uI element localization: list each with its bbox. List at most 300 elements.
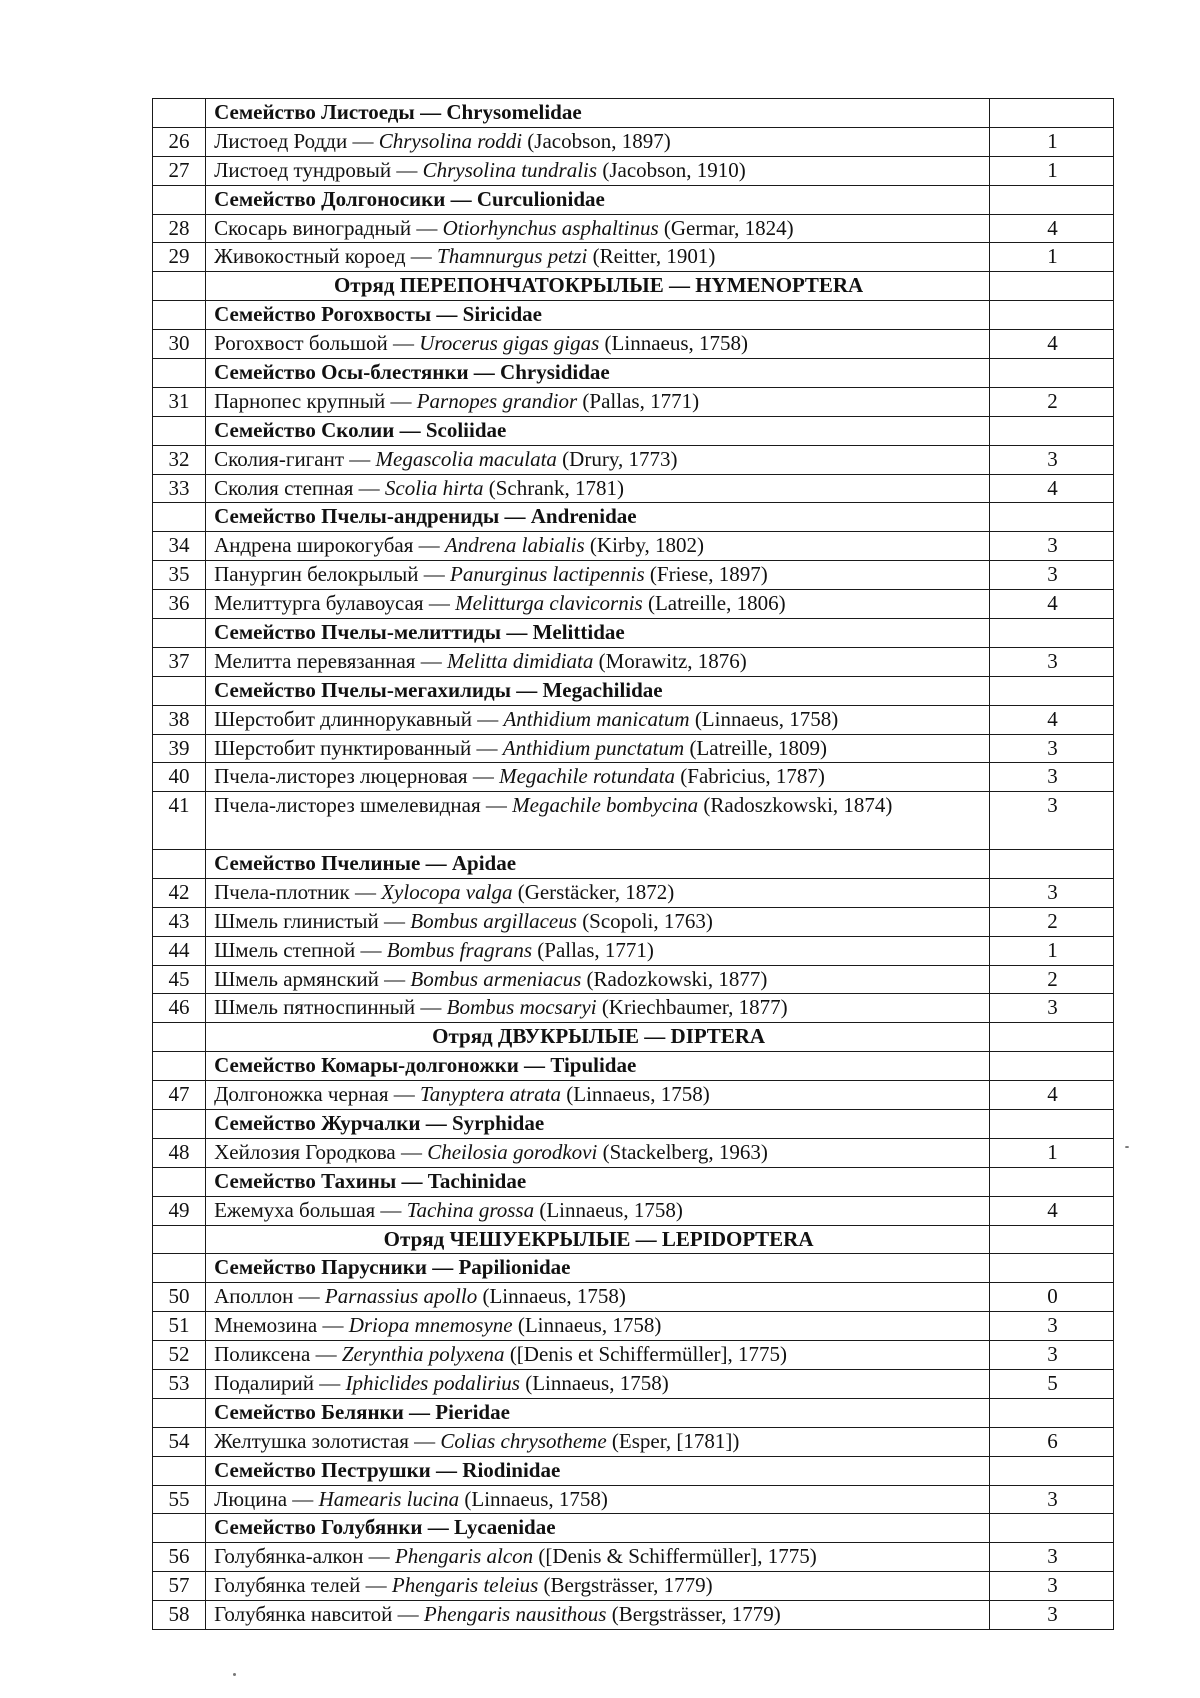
russian-name: Семейство Пеструшки — bbox=[214, 1457, 463, 1482]
rarity-category-cell: 5 bbox=[990, 1370, 1114, 1399]
species-name-cell bbox=[206, 994, 990, 1023]
family-heading-row bbox=[153, 1109, 1114, 1138]
russian-name: Семейство Комары-долгоножки — bbox=[214, 1053, 551, 1078]
species-name-cell bbox=[206, 734, 990, 763]
species-name-cell bbox=[206, 214, 990, 243]
russian-name: Шмель армянский — bbox=[214, 966, 411, 991]
russian-name: Поликсена — bbox=[214, 1342, 342, 1367]
row-number-cell: 44 bbox=[153, 936, 206, 965]
row-number-cell: 28 bbox=[153, 214, 206, 243]
author-citation: (Stackelberg, 1963) bbox=[597, 1139, 768, 1164]
heading-name-cell bbox=[206, 99, 990, 128]
row-number-cell bbox=[153, 1514, 206, 1543]
russian-name: Семейство Осы-блестянки — bbox=[214, 360, 501, 385]
latin-name: Chrysomelidae bbox=[446, 100, 582, 124]
latin-name: Melitta dimidiata bbox=[446, 648, 594, 673]
heading-name-cell bbox=[206, 416, 990, 445]
russian-name: Пчела-листорез люцерновая — bbox=[214, 764, 500, 789]
latin-name: Hamearis lucina bbox=[318, 1486, 460, 1511]
species-name-cell bbox=[206, 1081, 990, 1110]
heading-name-cell bbox=[206, 1109, 990, 1138]
author-citation: (Linnaeus, 1758) bbox=[599, 331, 749, 356]
latin-name: Thamnurgus petzi bbox=[437, 244, 588, 269]
species-name-cell bbox=[206, 705, 990, 734]
russian-name: Люцина — bbox=[214, 1486, 319, 1511]
row-number-cell: 32 bbox=[153, 445, 206, 474]
row-number-cell: 58 bbox=[153, 1601, 206, 1630]
heading-name-cell bbox=[206, 359, 990, 388]
latin-name: Curculionidae bbox=[476, 186, 605, 211]
rarity-category-cell bbox=[990, 1023, 1114, 1052]
row-number-cell: 57 bbox=[153, 1572, 206, 1601]
species-name-cell bbox=[206, 243, 990, 272]
author-citation: (Linnaeus, 1758) bbox=[519, 1371, 669, 1395]
rarity-category-cell: 3 bbox=[990, 734, 1114, 763]
row-number-cell: 40 bbox=[153, 763, 206, 792]
species-name-cell bbox=[206, 445, 990, 474]
species-row bbox=[153, 387, 1114, 416]
rarity-category-cell: 4 bbox=[990, 214, 1114, 243]
species-row bbox=[153, 1370, 1114, 1399]
latin-name: Apidae bbox=[451, 850, 517, 875]
order-heading-row bbox=[153, 272, 1114, 301]
family-heading-row bbox=[153, 1398, 1114, 1427]
heading-name-cell bbox=[206, 301, 990, 330]
rarity-category-cell: 3 bbox=[990, 1572, 1114, 1601]
russian-name: Панургин белокрылый — bbox=[214, 562, 451, 587]
row-number-cell: 30 bbox=[153, 330, 206, 359]
author-citation: (Germar, 1824) bbox=[658, 215, 794, 240]
latin-name: Otiorhynchus asphaltinus bbox=[442, 215, 659, 240]
species-row bbox=[153, 994, 1114, 1023]
rarity-category-cell bbox=[990, 676, 1114, 705]
species-name-cell bbox=[206, 561, 990, 590]
russian-name: Семейство Белянки — bbox=[214, 1399, 436, 1424]
latin-name: Melitturga clavicornis bbox=[455, 591, 643, 616]
heading-name-cell bbox=[206, 619, 990, 648]
row-number-cell bbox=[153, 503, 206, 532]
heading-name-cell bbox=[206, 1398, 990, 1427]
rarity-category-cell: 4 bbox=[990, 474, 1114, 503]
russian-name: Шмель глинистый — bbox=[214, 908, 411, 933]
author-citation: (Bergsträsser, 1779) bbox=[606, 1602, 781, 1627]
species-row bbox=[153, 705, 1114, 734]
russian-name: Скосарь виноградный — bbox=[214, 215, 443, 240]
russian-name: Пчела-листорез шмелевидная — bbox=[214, 793, 513, 818]
species-name-cell bbox=[206, 387, 990, 416]
species-row bbox=[153, 1543, 1114, 1572]
species-name-cell bbox=[206, 763, 990, 792]
russian-name: Семейство Пчелиные — bbox=[214, 850, 452, 875]
row-number-cell bbox=[153, 1225, 206, 1254]
russian-name: Семейство Журчалки — bbox=[214, 1110, 452, 1135]
row-number-cell bbox=[153, 1052, 206, 1081]
russian-name: Голубянка телей — bbox=[214, 1573, 392, 1598]
species-row bbox=[153, 1601, 1114, 1630]
author-citation: (Pallas, 1771) bbox=[577, 388, 700, 413]
russian-name: Шерстобит длиннорукавный — bbox=[214, 706, 504, 731]
russian-name: Долгоножка черная — bbox=[214, 1082, 420, 1107]
russian-name: Шмель степной — bbox=[214, 937, 387, 962]
species-name-cell bbox=[206, 907, 990, 936]
species-row bbox=[153, 792, 1114, 850]
row-number-cell bbox=[153, 619, 206, 648]
rarity-category-cell bbox=[990, 849, 1114, 878]
author-citation: (Friese, 1897) bbox=[644, 562, 768, 587]
family-heading-row bbox=[153, 416, 1114, 445]
rarity-category-cell: 3 bbox=[990, 878, 1114, 907]
latin-name: Bombus argillaceus bbox=[410, 908, 577, 933]
latin-name: Papilionidae bbox=[458, 1255, 571, 1280]
species-name-cell bbox=[206, 1283, 990, 1312]
species-row bbox=[153, 127, 1114, 156]
rarity-category-cell bbox=[990, 99, 1114, 128]
row-number-cell: 53 bbox=[153, 1370, 206, 1399]
row-number-cell bbox=[153, 676, 206, 705]
author-citation: ([Denis & Schiffermüller], 1775) bbox=[533, 1544, 817, 1569]
rarity-category-cell: 4 bbox=[990, 705, 1114, 734]
latin-name: Bombus mocsaryi bbox=[446, 995, 597, 1020]
rarity-category-cell: 2 bbox=[990, 965, 1114, 994]
row-number-cell: 29 bbox=[153, 243, 206, 272]
species-name-cell bbox=[206, 792, 990, 850]
author-citation: (Linnaeus, 1758) bbox=[512, 1313, 662, 1338]
latin-name: Zerynthia polyxena bbox=[341, 1342, 505, 1367]
russian-name: Ежемуха большая — bbox=[214, 1197, 407, 1222]
latin-name: Parnassius apollo bbox=[324, 1284, 478, 1309]
row-number-cell bbox=[153, 272, 206, 301]
row-number-cell: 42 bbox=[153, 878, 206, 907]
species-row bbox=[153, 561, 1114, 590]
species-name-cell bbox=[206, 590, 990, 619]
russian-name: Аполлон — bbox=[214, 1284, 325, 1309]
rarity-category-cell: 3 bbox=[990, 1341, 1114, 1370]
row-number-cell: 35 bbox=[153, 561, 206, 590]
scan-speck bbox=[233, 1673, 236, 1676]
species-name-cell bbox=[206, 1196, 990, 1225]
russian-name: Подалирий — bbox=[214, 1371, 346, 1395]
author-citation: (Kirby, 1802) bbox=[584, 533, 705, 558]
heading-name-cell bbox=[206, 1225, 990, 1254]
species-row bbox=[153, 243, 1114, 272]
family-heading-row bbox=[153, 359, 1114, 388]
row-number-cell bbox=[153, 1456, 206, 1485]
rarity-category-cell: 3 bbox=[990, 792, 1114, 850]
russian-name: Мелиттурга булавоусая — bbox=[214, 591, 456, 616]
family-heading-row bbox=[153, 1456, 1114, 1485]
russian-name: Мелитта перевязанная — bbox=[214, 648, 447, 673]
species-row bbox=[153, 474, 1114, 503]
latin-name: Panurginus lactipennis bbox=[450, 562, 645, 587]
family-heading-row bbox=[153, 849, 1114, 878]
row-number-cell: 47 bbox=[153, 1081, 206, 1110]
russian-name: Отряд ДВУКРЫЛЫЕ — bbox=[432, 1024, 671, 1049]
row-number-cell bbox=[153, 1023, 206, 1052]
species-name-cell bbox=[206, 1312, 990, 1341]
rarity-category-cell: 3 bbox=[990, 561, 1114, 590]
latin-name: Tachinidae bbox=[427, 1168, 527, 1193]
row-number-cell: 38 bbox=[153, 705, 206, 734]
rarity-category-cell bbox=[990, 416, 1114, 445]
row-number-cell: 49 bbox=[153, 1196, 206, 1225]
rarity-category-cell: 3 bbox=[990, 1312, 1114, 1341]
rarity-category-cell bbox=[990, 1167, 1114, 1196]
species-name-cell bbox=[206, 474, 990, 503]
russian-name: Семейство Пчелы-андрениды — bbox=[214, 504, 531, 529]
latin-name: Melittidae bbox=[532, 620, 625, 645]
latin-name: Tachina grossa bbox=[406, 1197, 535, 1222]
author-citation: ([Denis et Schiffermüller], 1775) bbox=[504, 1342, 788, 1367]
row-number-cell: 46 bbox=[153, 994, 206, 1023]
species-row bbox=[153, 1081, 1114, 1110]
rarity-category-cell bbox=[990, 1254, 1114, 1283]
russian-name: Желтушка золотистая — bbox=[214, 1428, 441, 1453]
rarity-category-cell bbox=[990, 359, 1114, 388]
latin-name: Driopa mnemosyne bbox=[348, 1313, 513, 1338]
species-name-cell bbox=[206, 1572, 990, 1601]
species-row bbox=[153, 1196, 1114, 1225]
rarity-category-cell: 3 bbox=[990, 532, 1114, 561]
row-number-cell: 34 bbox=[153, 532, 206, 561]
rarity-category-cell: 6 bbox=[990, 1427, 1114, 1456]
russian-name: Рогохвост большой — bbox=[214, 331, 420, 356]
row-number-cell bbox=[153, 185, 206, 214]
author-citation: (Bergsträsser, 1779) bbox=[538, 1573, 713, 1598]
latin-name: Riodinidae bbox=[462, 1457, 561, 1482]
latin-name: Bombus fragrans bbox=[386, 937, 533, 962]
author-citation: (Radoszkowski, 1874) bbox=[698, 793, 893, 818]
rarity-category-cell bbox=[990, 1514, 1114, 1543]
row-number-cell bbox=[153, 1109, 206, 1138]
russian-name: Голубянка навситой — bbox=[214, 1602, 424, 1627]
rarity-category-cell bbox=[990, 185, 1114, 214]
order-heading-row bbox=[153, 1225, 1114, 1254]
rarity-category-cell: 4 bbox=[990, 1081, 1114, 1110]
species-name-cell bbox=[206, 936, 990, 965]
species-name-cell bbox=[206, 127, 990, 156]
family-heading-row bbox=[153, 1052, 1114, 1081]
row-number-cell: 26 bbox=[153, 127, 206, 156]
russian-name: Листоед Родди — bbox=[214, 128, 379, 153]
latin-name: Urocerus gigas gigas bbox=[419, 331, 600, 356]
row-number-cell bbox=[153, 359, 206, 388]
family-heading-row bbox=[153, 503, 1114, 532]
latin-name: Phengaris nausithous bbox=[423, 1602, 607, 1627]
russian-name: Сколия степная — bbox=[214, 475, 385, 500]
latin-name: Scoliidae bbox=[425, 417, 507, 442]
rarity-category-cell: 3 bbox=[990, 1485, 1114, 1514]
latin-name: Andrenidae bbox=[530, 504, 637, 529]
species-name-cell bbox=[206, 1341, 990, 1370]
row-number-cell: 33 bbox=[153, 474, 206, 503]
russian-name: Семейство Тахины — bbox=[214, 1168, 428, 1193]
row-number-cell bbox=[153, 99, 206, 128]
rarity-category-cell: 3 bbox=[990, 1543, 1114, 1572]
row-number-cell: 37 bbox=[153, 647, 206, 676]
latin-name: Chrysolina tundralis bbox=[422, 157, 598, 182]
row-number-cell: 55 bbox=[153, 1485, 206, 1514]
author-citation: (Jacobson, 1897) bbox=[522, 128, 671, 153]
heading-name-cell bbox=[206, 1052, 990, 1081]
latin-name: Colias chrysotheme bbox=[440, 1428, 607, 1453]
scan-speck bbox=[1125, 1146, 1129, 1148]
rarity-category-cell bbox=[990, 1456, 1114, 1485]
species-name-cell bbox=[206, 1485, 990, 1514]
russian-name: Листоед тундровый — bbox=[214, 157, 423, 182]
species-row bbox=[153, 1283, 1114, 1312]
row-number-cell: 50 bbox=[153, 1283, 206, 1312]
author-citation: (Esper, [1781]) bbox=[606, 1428, 740, 1453]
family-heading-row bbox=[153, 619, 1114, 648]
rarity-category-cell: 3 bbox=[990, 647, 1114, 676]
rarity-category-cell: 1 bbox=[990, 156, 1114, 185]
latin-name: Parnopes grandior bbox=[416, 388, 578, 413]
row-number-cell: 27 bbox=[153, 156, 206, 185]
latin-name: Bombus armeniacus bbox=[410, 966, 582, 991]
russian-name: Сколия-гигант — bbox=[214, 446, 376, 471]
heading-name-cell bbox=[206, 1167, 990, 1196]
row-number-cell: 54 bbox=[153, 1427, 206, 1456]
row-number-cell: 41 bbox=[153, 792, 206, 850]
species-row bbox=[153, 647, 1114, 676]
species-name-cell bbox=[206, 878, 990, 907]
rarity-category-cell bbox=[990, 619, 1114, 648]
species-row bbox=[153, 1341, 1114, 1370]
row-number-cell bbox=[153, 1167, 206, 1196]
row-number-cell: 31 bbox=[153, 387, 206, 416]
heading-name-cell bbox=[206, 1023, 990, 1052]
rarity-category-cell: 1 bbox=[990, 243, 1114, 272]
rarity-category-cell bbox=[990, 1052, 1114, 1081]
author-citation: (Scopoli, 1763) bbox=[576, 908, 713, 933]
latin-name: Megascolia maculata bbox=[375, 446, 557, 471]
row-number-cell: 52 bbox=[153, 1341, 206, 1370]
rarity-category-cell: 3 bbox=[990, 994, 1114, 1023]
russian-name: Мнемозина — bbox=[214, 1313, 349, 1338]
rarity-category-cell: 4 bbox=[990, 330, 1114, 359]
rarity-category-cell: 4 bbox=[990, 1196, 1114, 1225]
latin-name: Andrena labialis bbox=[444, 533, 585, 558]
heading-name-cell bbox=[206, 1514, 990, 1543]
latin-name: Anthidium manicatum bbox=[503, 706, 690, 731]
species-name-cell bbox=[206, 1138, 990, 1167]
russian-name: Семейство Пчелы-мелиттиды — bbox=[214, 620, 533, 645]
author-citation: (Linnaeus, 1758) bbox=[477, 1284, 626, 1309]
latin-name: HYMENOPTERA bbox=[695, 273, 864, 298]
species-row bbox=[153, 936, 1114, 965]
russian-name: Живокостный короед — bbox=[214, 244, 438, 269]
author-citation: (Linnaeus, 1758) bbox=[534, 1197, 683, 1222]
author-citation: (Schrank, 1781) bbox=[483, 475, 625, 500]
rarity-category-cell: 3 bbox=[990, 1601, 1114, 1630]
heading-name-cell bbox=[206, 185, 990, 214]
author-citation: (Latreille, 1809) bbox=[684, 735, 828, 760]
russian-name: Шмель пятноспинный — bbox=[214, 995, 447, 1020]
author-citation: (Morawitz, 1876) bbox=[593, 648, 747, 673]
latin-name: Megachile rotundata bbox=[499, 764, 676, 789]
latin-name: Tanyptera atrata bbox=[420, 1082, 561, 1107]
latin-name: Chrysididae bbox=[500, 360, 610, 385]
species-row bbox=[153, 1312, 1114, 1341]
rarity-category-cell bbox=[990, 301, 1114, 330]
row-number-cell: 51 bbox=[153, 1312, 206, 1341]
latin-name: Phengaris alcon bbox=[394, 1544, 534, 1569]
heading-name-cell bbox=[206, 1456, 990, 1485]
family-heading-row bbox=[153, 676, 1114, 705]
author-citation: (Linnaeus, 1758) bbox=[459, 1486, 608, 1511]
family-heading-row bbox=[153, 1254, 1114, 1283]
species-row bbox=[153, 763, 1114, 792]
latin-name: Phengaris teleius bbox=[391, 1573, 539, 1598]
author-citation: (Kriechbaumer, 1877) bbox=[596, 995, 788, 1020]
species-table-body bbox=[153, 99, 1114, 1630]
species-name-cell bbox=[206, 1427, 990, 1456]
russian-name: Семейство Парусники — bbox=[214, 1255, 459, 1280]
species-row bbox=[153, 734, 1114, 763]
species-name-cell bbox=[206, 647, 990, 676]
heading-name-cell bbox=[206, 272, 990, 301]
row-number-cell: 56 bbox=[153, 1543, 206, 1572]
heading-name-cell bbox=[206, 1254, 990, 1283]
species-name-cell bbox=[206, 532, 990, 561]
species-name-cell bbox=[206, 1370, 990, 1399]
latin-name: Chrysolina roddi bbox=[378, 128, 523, 153]
russian-name: Голубянка-алкон — bbox=[214, 1544, 395, 1569]
russian-name: Парнопес крупный — bbox=[214, 388, 417, 413]
row-number-cell: 43 bbox=[153, 907, 206, 936]
russian-name: Отряд ЧЕШУЕКРЫЛЫЕ — bbox=[383, 1226, 662, 1251]
russian-name: Хейлозия Городкова — bbox=[214, 1139, 428, 1164]
species-row bbox=[153, 156, 1114, 185]
russian-name: Семейство Голубянки — bbox=[214, 1515, 455, 1540]
rarity-category-cell bbox=[990, 1109, 1114, 1138]
row-number-cell bbox=[153, 849, 206, 878]
rarity-category-cell bbox=[990, 1398, 1114, 1427]
species-row bbox=[153, 878, 1114, 907]
order-heading-row bbox=[153, 1023, 1114, 1052]
species-row bbox=[153, 1427, 1114, 1456]
rarity-category-cell bbox=[990, 1225, 1114, 1254]
row-number-cell: 36 bbox=[153, 590, 206, 619]
russian-name: Семейство Листоеды — bbox=[214, 100, 447, 124]
latin-name: Syrphidae bbox=[451, 1110, 545, 1135]
species-row bbox=[153, 532, 1114, 561]
row-number-cell: 45 bbox=[153, 965, 206, 994]
russian-name: Семейство Рогохвосты — bbox=[214, 302, 463, 327]
rarity-category-cell: 1 bbox=[990, 936, 1114, 965]
author-citation: (Linnaeus, 1758) bbox=[689, 706, 839, 731]
russian-name: Семейство Долгоносики — bbox=[214, 186, 477, 211]
rarity-category-cell: 1 bbox=[990, 127, 1114, 156]
russian-name: Пчела-плотник — bbox=[214, 879, 382, 904]
family-heading-row bbox=[153, 99, 1114, 128]
family-heading-row bbox=[153, 301, 1114, 330]
row-number-cell: 39 bbox=[153, 734, 206, 763]
latin-name: Megachilidae bbox=[542, 677, 663, 702]
heading-name-cell bbox=[206, 849, 990, 878]
latin-name: DIPTERA bbox=[670, 1024, 766, 1049]
rarity-category-cell: 4 bbox=[990, 590, 1114, 619]
species-name-cell bbox=[206, 330, 990, 359]
rarity-category-cell: 3 bbox=[990, 445, 1114, 474]
species-row bbox=[153, 445, 1114, 474]
author-citation: (Fabricius, 1787) bbox=[675, 764, 825, 789]
species-row bbox=[153, 214, 1114, 243]
species-row bbox=[153, 1138, 1114, 1167]
species-row bbox=[153, 1485, 1114, 1514]
author-citation: (Gerstäcker, 1872) bbox=[512, 879, 675, 904]
author-citation: (Jacobson, 1910) bbox=[597, 157, 746, 182]
